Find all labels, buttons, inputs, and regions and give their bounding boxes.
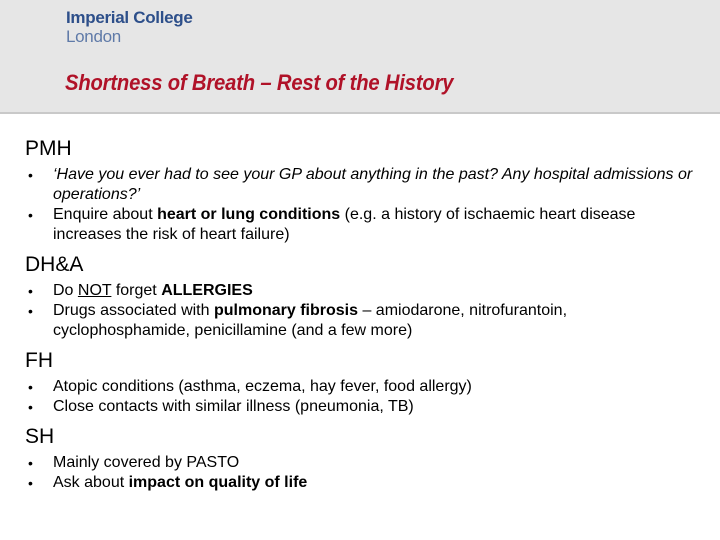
section-dha xyxy=(25,253,705,341)
bullet-text: Atopic conditions (asthma, eczema, hay fever, food allergy) xyxy=(53,378,472,395)
bullet-list-pmh xyxy=(25,165,705,245)
bullet-bold-text: ALLERGIES xyxy=(161,282,253,299)
bullet-text: ‘Have you ever had to see your GP about anything in the past? Any hospital admissions or operations?’ xyxy=(53,166,693,203)
bullet-icon: • xyxy=(28,455,33,471)
bullet-item xyxy=(25,165,705,205)
section-heading-fh: FH xyxy=(25,349,53,372)
imperial-college-logo xyxy=(66,8,193,46)
section-heading-sh: SH xyxy=(25,425,55,448)
bullet-icon: • xyxy=(28,207,33,223)
bullet-text: Ask about xyxy=(53,474,129,491)
bullet-icon: • xyxy=(28,303,33,319)
slide-title: Shortness of Breath – Rest of the History xyxy=(65,70,454,95)
bullet-text: Do xyxy=(53,282,78,299)
bullet-icon: • xyxy=(28,283,33,299)
slide-content xyxy=(25,137,705,501)
section-heading-pmh: PMH xyxy=(25,137,72,160)
section-fh xyxy=(25,349,705,417)
bullet-icon: • xyxy=(28,475,33,491)
bullet-text: Enquire about xyxy=(53,206,158,223)
bullet-icon: • xyxy=(28,167,33,183)
logo-line-2: London xyxy=(66,27,121,46)
section-sh xyxy=(25,425,705,493)
bullet-text: forget xyxy=(111,282,162,299)
bullet-item xyxy=(25,205,705,245)
bullet-item xyxy=(25,301,705,341)
bullet-item xyxy=(25,473,705,493)
bullet-bold-text: impact on quality of life xyxy=(128,474,308,491)
section-pmh xyxy=(25,137,705,245)
bullet-text: Mainly covered by PASTO xyxy=(53,454,240,471)
bullet-bold-text: pulmonary fibrosis xyxy=(213,302,358,319)
bullet-list-fh xyxy=(25,377,705,417)
bullet-icon: • xyxy=(28,379,33,395)
bullet-underline-text: NOT xyxy=(77,282,112,299)
section-heading-dha: DH&A xyxy=(25,253,84,276)
bullet-item xyxy=(25,377,705,397)
bullet-icon: • xyxy=(28,399,33,415)
logo-line-1: Imperial College xyxy=(66,8,193,27)
bullet-item xyxy=(25,281,705,301)
slide-header xyxy=(0,0,720,114)
bullet-list-sh xyxy=(25,453,705,493)
bullet-text: Close contacts with similar illness (pneumonia, TB) xyxy=(53,398,414,415)
bullet-bold-text: heart or lung conditions xyxy=(157,206,341,223)
bullet-item xyxy=(25,397,705,417)
bullet-item xyxy=(25,453,705,473)
bullet-text: (e.g. a history of ischaemic heart disease increases the risk of heart failure) xyxy=(53,206,636,243)
bullet-text: Drugs associated with xyxy=(53,302,214,319)
bullet-list-dha xyxy=(25,281,705,341)
bullet-text: – amiodarone, nitrofurantoin, cyclophosphamide, penicillamine (and a few more) xyxy=(53,302,568,339)
